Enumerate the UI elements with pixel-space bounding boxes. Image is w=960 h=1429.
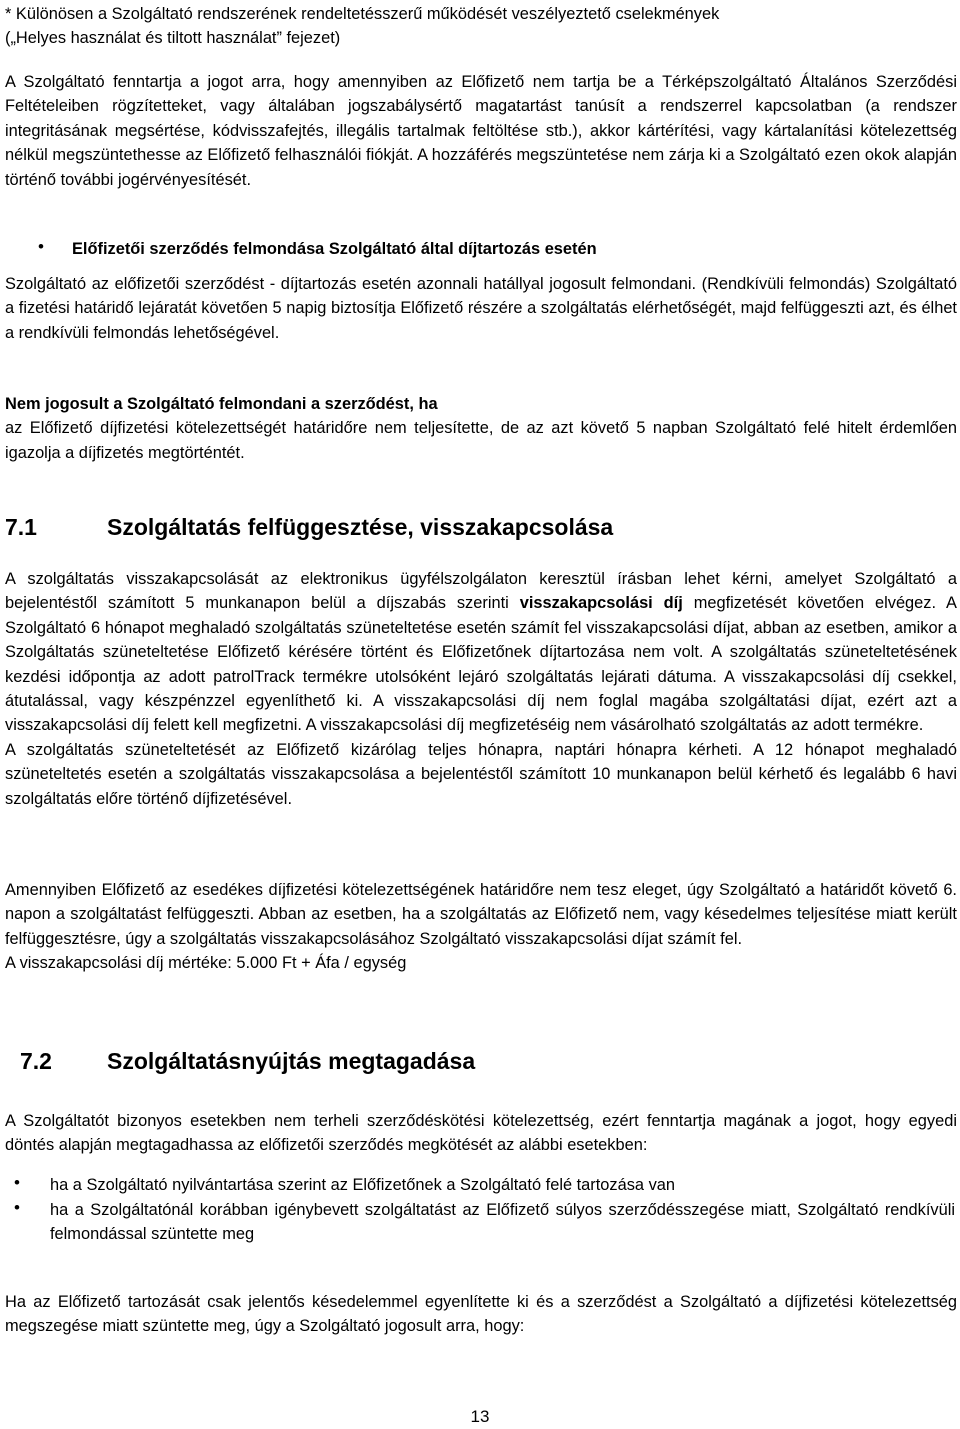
debt-paragraph: Szolgáltató az előfizetői szerződést - díjtartozás esetén azonnali hatállyal jogosult felmondani. (Rendkívüli felmondás) Szolgáltató a fizetési határidő lejáratát követően 5 napig biztosítja Előfizető részére a szolgáltatás elérhetőségét, majd felfüggeszti azt, és élhet a rendkívüli felmondás lehetőségével.	[5, 275, 957, 342]
intro-block	[5, 2, 957, 51]
section-7-2-intro	[5, 1109, 957, 1158]
section-7-1-title: Szolgáltatás felfüggesztése, visszakapcsolása	[107, 514, 614, 540]
fee-line: A visszakapcsolási díj mértéke: 5.000 Ft + Áfa / egység	[5, 954, 407, 973]
para-a-bold-term: visszakapcsolási díj	[519, 594, 683, 613]
refusal-bullet-2-text: ha a Szolgáltatónál korábban igénybevett szolgáltatást az Előfizető súlyos szerződésszegése miatt, Szolgáltató rendkívüli felmondással szüntette meg	[50, 1201, 955, 1244]
termination-rights-block	[5, 70, 957, 192]
refusal-bullet-1-text: ha a Szolgáltató nyilvántartása szerint az Előfizetőnek a Szolgáltató felé tartozása van	[50, 1176, 676, 1194]
section-7-2-outro	[5, 1290, 957, 1339]
para-a-text-2: megfizetését követően elvégez. A Szolgáltató 6 hónapot meghaladó szolgáltatás szüneteltetése esetén számít fel visszakapcsolási díjat, abban az esetben, amikor a Szolgáltatás szüneteltetése Előfizető kérésére történt és Előfizetőnek díjtartozása nem volt. A szolgáltatás szüneteltetésének kezdési időpontja az adott patrolTrack termékre utolsóként lejáró szolgáltatás lejárati dátuma. A visszakapcsolási díj csekkel, átutalással, vagy készpénzzel egyenlíthető ki. A visszakapcsolási díj nem foglal magába szolgáltatási díjat, ezért azt a visszakapcsolási díj felett kell megfizetni. A visszakapcsolási díj megfizetéséig nem vásárolható szolgáltatás az adott termékre.	[5, 594, 957, 735]
section-7-2-title: Szolgáltatásnyújtás megtagadása	[107, 1048, 476, 1074]
para-a-text-1: A szolgáltatás visszakapcsolását az elektronikus ügyfélszolgálaton keresztül írásban lehet kérni, amelyet Szolgáltató a bejelentéstől számított 5 munkanapon belül a díjszabás szerinti	[5, 570, 957, 613]
section-7-2-number: 7.2	[20, 1048, 52, 1074]
not-entitled-heading: Nem jogosult a Szolgáltató felmondani a szerződést, ha	[5, 395, 438, 413]
not-entitled-block	[5, 392, 957, 465]
section-7-1-suspension-block	[5, 878, 957, 976]
debt-block	[5, 272, 957, 345]
section-7-2-intro-paragraph: A Szolgáltatót bizonyos esetekben nem terheli szerződéskötési kötelezettség, ezért fenntartja magának a jogot, hogy egyedi döntés alapján megtagadhassa az előfizetői szerződés megkötését az alábbi esetekben:	[5, 1112, 957, 1155]
section-7-1-number: 7.1	[5, 514, 37, 540]
section-7-1-body	[5, 567, 957, 811]
section-7-1-paragraph-b: A szolgáltatás szüneteltetését az Előfizető kizárólag teljes hónapra, naptári hónapra kérheti. A 12 hónapot meghaladó szüneteltetés esetén a szolgáltatás visszakapcsolása a bejelentéstől számított 10 munkanapon belül kérhető és legalább 6 havi szolgáltatás előre történő díjfizetésével.	[5, 740, 957, 808]
bullet-icon: •	[38, 237, 44, 256]
intro-line-2: („Helyes használat és tiltott használat” fejezet)	[5, 29, 341, 48]
bullet-icon: •	[14, 1173, 20, 1192]
intro-line-1: * Különösen a Szolgáltató rendszerének rendeltetésszerű működését veszélyeztető cselekmények	[5, 5, 720, 23]
bullet-icon: •	[14, 1198, 20, 1217]
debt-termination-heading: Előfizetői szerződés felmondása Szolgáltató által díjtartozás esetén	[72, 240, 597, 258]
not-entitled-paragraph: az Előfizető díjfizetési kötelezettségét határidőre nem teljesítette, de az azt követő 5 napban Szolgáltató felé hitelt érdemlően igazolja a díjfizetés megtörténtét.	[5, 419, 957, 462]
section-7-1-paragraph-a	[5, 567, 957, 738]
termination-rights-paragraph: A Szolgáltató fenntartja a jogot arra, hogy amennyiben az Előfizető nem tartja be a Térképszolgáltató Általános Szerződési Feltételeiben rögzítetteket, vagy általában jogszabálysértő magatartást tanúsít a rendszerrel kapcsolatban (a rendszer integritásának megsértése, kódvisszafejtés, illegális tartalmak feltöltése stb.), akkor kártérítési, vagy kártalanítási kötelezettség nélkül megszüntethesse az Előfizető felhasználói fiókját. A hozzáférés megszüntetése nem zárja ki a Szolgáltató ezen okok alapján történő további jogérvényesítését.	[5, 73, 957, 189]
page-number: 13	[470, 1407, 490, 1426]
section-7-1-paragraph-c: Amennyiben Előfizető az esedékes díjfizetési kötelezettségének határidőre nem tesz eleget, úgy Szolgáltató a határidőt követő 6. napon a szolgáltatást felfüggeszti. Abban az esetben, ha a szolgáltatás az Előfizető nem, vagy késedelmes teljesítése miatt került felfüggesztésre, úgy a szolgáltatás visszakapcsolásához Szolgáltató visszakapcsolási díjat számít fel.	[5, 881, 957, 948]
section-7-2-outro-paragraph: Ha az Előfizető tartozását csak jelentős késedelemmel egyenlítette ki és a szerződést a Szolgáltató a díjfizetési kötelezettség megszegése miatt szüntette meg, úgy a Szolgáltató jogosult arra, hogy:	[5, 1293, 957, 1336]
